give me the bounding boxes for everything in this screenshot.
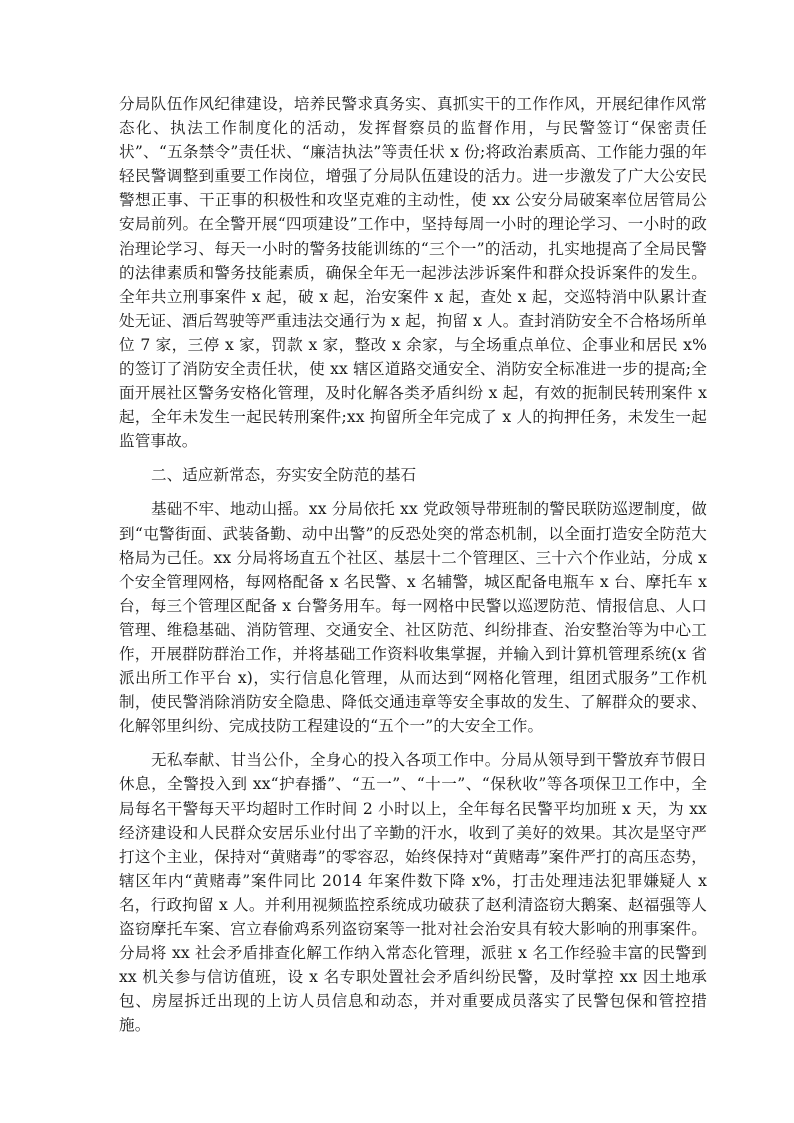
document-page [119,92,707,1037]
paragraph-spacer [119,738,707,748]
paragraph-dedication: 无私奉献、甘当公仆，全身心的投入各项工作中。分局从领导到干警放弃节假日休息，全警投入到 xx“护春播”、“五一”、“十一”、“保秋收”等各项保卫工作中，全局每名干警每天平均超时工作时间 2 小时以上，全年每名民警平均加班 x 天，为 xx 经济建设和人民群众安居乐业付出了辛勤的汗水，收到了美好的效果。其次是坚守严打这个主业，保持对“黄赌毒”的零容忍，始终保持对“黄赌毒”案件严打的高压态势，辖区年内“黄赌毒”案件同比 2014 年案件数下降 x%，打击处理违法犯罪嫌疑人 x 名，行政拘留 x 人。并利用视频监控系统成功破获了赵利清盗窃大鹅案、赵福强等人盗窃摩托车案、宫立春偷鸡系列盗窃案等一批对社会治安具有较大影响的刑事案件。分局将 xx 社会矛盾排查化解工作纳入常态化管理，派驻 x 名工作经验丰富的民警到 xx 机关参与信访值班，设 x 名专职处置社会矛盾纠纷民警，及时掌控 xx 因土地承包、房屋拆迁出现的上访人员信息和动态，并对重要成员落实了民警包保和管控措施。 [119,751,707,1035]
section-heading: 二、适应新常态，夯实安全防范的基石 [151,466,417,485]
paragraph-discipline: 分局队伍作风纪律建设，培养民警求真务实、真抓实干的工作作风，开展纪律作风常态化、执法工作制度化的活动，发挥督察员的监督作用，与民警签订“保密责任状”、“五条禁令”责任状、“廉洁执法”等责任状 x 份;将政治素质高、工作能力强的年轻民警调整到重要工作岗位，增强了分局队伍建设的活力。进一步激发了广大公安民警想正事、干正事的积极性和攻坚克难的主动性，使 xx 公安分局破案率位居管局公安局前列。在全警开展“四项建设”工作中，坚持每周一小时的理论学习、一小时的政治理论学习、每天一小时的警务技能训练的“三个一”的活动，扎实地提高了全局民警的法律素质和警务技能素质，确保全年无一起涉法涉诉案件和群众投诉案件的发生。全年共立刑事案件 x 起，破 x 起，治安案件 x 起，查处 x 起，交巡特消中队累计查处无证、酒后驾驶等严重违法交通行为 x 起，拘留 x 人。查封消防安全不合格场所单位 7 家，三停 x 家，罚款 x 家，整改 x 余家，与全场重点单位、企事业和居民 x% 的签订了消防安全责任状，使 xx 辖区道路交通安全、消防安全标准进一步的提高;全面开展社区警务安格化管理，及时化解各类矛盾纠纷 x 起，有效的扼制民转刑案件 x 起，全年未发生一起民转刑案件;xx 拘留所全年完成了 x 人的拘押任务，未发生一起监管事故。 [119,95,707,451]
paragraph-foundation: 基础不牢、地动山摇。xx 分局依托 xx 党政领导带班制的警民联防巡逻制度，做到“屯警街面、武装备勤、动中出警”的反恐处突的常态机制，以全面打造安全防范大格局为己任。xx 分局将场直五个社区、基层十二个管理区、三十六个作业站，分成 x 个安全管理网格，每网格配备 x 名民警、x 名辅警，城区配备电瓶车 x 台、摩托车 x 台，每三个管理区配备 x 台警务用车。每一网格中民警以巡逻防范、情报信息、人口管理、维稳基础、消防管理、交通安全、社区防范、纠纷排查、治安整治等为中心工作，开展群防群治工作，并将基础工作资料收集掌握，并输入到计算机管理系统(x 省派出所工作平台 x)，实行信息化管理，从而达到“网格化管理，组团式服务”工作机制，使民警消除消防安全隐患、降低交通违章等安全事故的发生、了解群众的要求、化解邻里纠纷、完成技防工程建设的“五个一”的大安全工作。 [119,500,707,736]
